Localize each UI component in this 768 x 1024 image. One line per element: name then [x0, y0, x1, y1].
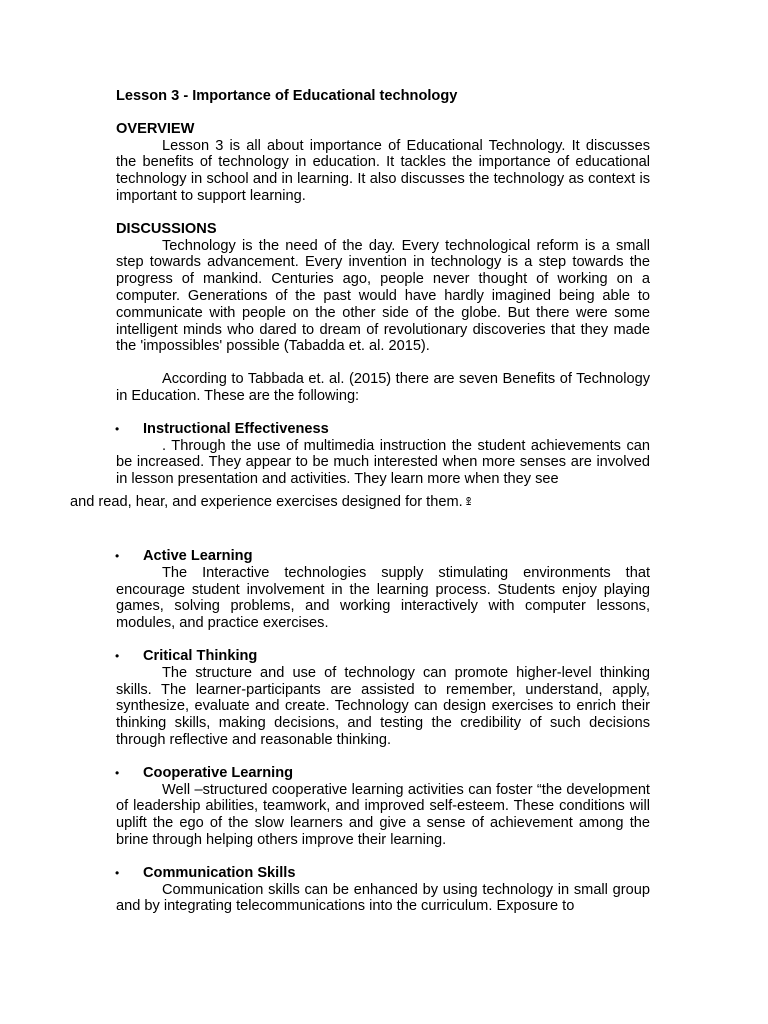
discussions-paragraph-2: According to Tabbada et. al. (2015) there are seven Benefits of Technology in Education. These are the following: [116, 371, 650, 404]
benefit-title: Critical Thinking [143, 648, 258, 665]
benefit-title: Cooperative Learning [143, 764, 294, 781]
bullet-icon: • [115, 549, 120, 564]
overview-paragraph: Lesson 3 is all about importance of Educational Technology. It discusses the benefits of technology in education. It tackles the importance of educational technology in school and in learning. It also discusses the technology as context is important to support learning. [116, 137, 650, 204]
benefit-body: . Through the use of multimedia instruction the student achievements can be increased. They appear to be much interested when more senses are involved in lesson presentation and activities. They learn more when they see [116, 437, 650, 488]
benefit-text-active-learning: The Interactive technologies supply stimulating environments that encourage student involvement in the learning process. Students enjoy playing games, solving problems, and working interactively with computer lessons, modules, and practice exercises. [116, 564, 650, 632]
benefit-text-critical-thinking: The structure and use of technology can promote higher-level thinking skills. The learner-participants are assisted to remember, understand, apply, synthesize, evaluate and create. Technology can design exercises to enrich their thinking skills, making decisions, and testing the credibility of such decisions through reflective and reasonable thinking. [116, 664, 650, 749]
benefit-heading-instructional-effectiveness [116, 421, 650, 438]
benefit-title: Instructional Effectiveness [143, 420, 329, 437]
paragraph-mark-icon: ꖵ [465, 496, 472, 509]
overview-heading: OVERVIEW [116, 120, 195, 137]
discussions-heading: DISCUSSIONS [116, 220, 217, 237]
bullet-icon: • [115, 865, 120, 880]
benefit-title: Communication Skills [143, 864, 296, 881]
benefit-heading-cooperative-learning [116, 765, 650, 782]
bullet-icon: • [115, 421, 120, 436]
benefit-heading-critical-thinking [116, 648, 650, 665]
benefit-text-cooperative-learning: Well –structured cooperative learning activities can foster “the development of leadership abilities, teamwork, and improved self-esteem. These conditions will uplift the ego of the slow learners and give a sense of achievement among the brine through helping others improve their learning. [116, 781, 650, 849]
document-body [70, 88, 650, 915]
benefit-title: Active Learning [143, 548, 253, 565]
discussions-paragraph-1: Technology is the need of the day. Every technological reform is a small step towards advancement. Every invention in technology is a step towards the progress of mankind. Centuries ago, people never thought of working on a computer. Generations of the past would have hardly imagined being able to communicate with people on the other side of the globe. But there were some intelligent minds who dared to dream of revolutionary discoveries that they made the 'impossibles' possible (Tabadda et. al. 2015). [116, 237, 650, 355]
benefit-text-communication-skills: Communication skills can be enhanced by using technology in small group and by integrating telecommunications into the curriculum. Exposure to [116, 881, 650, 915]
benefit-body-tail-line [70, 488, 650, 516]
bullet-icon: • [115, 649, 120, 664]
benefit-heading-communication-skills [116, 865, 650, 882]
benefit-text-instructional-effectiveness [70, 437, 650, 517]
benefit-heading-active-learning [116, 548, 650, 565]
benefit-body-tail: and read, hear, and experience exercises designed for them. [70, 493, 463, 510]
bullet-icon: • [115, 765, 120, 780]
lesson-title: Lesson 3 - Importance of Educational technology [116, 88, 458, 104]
